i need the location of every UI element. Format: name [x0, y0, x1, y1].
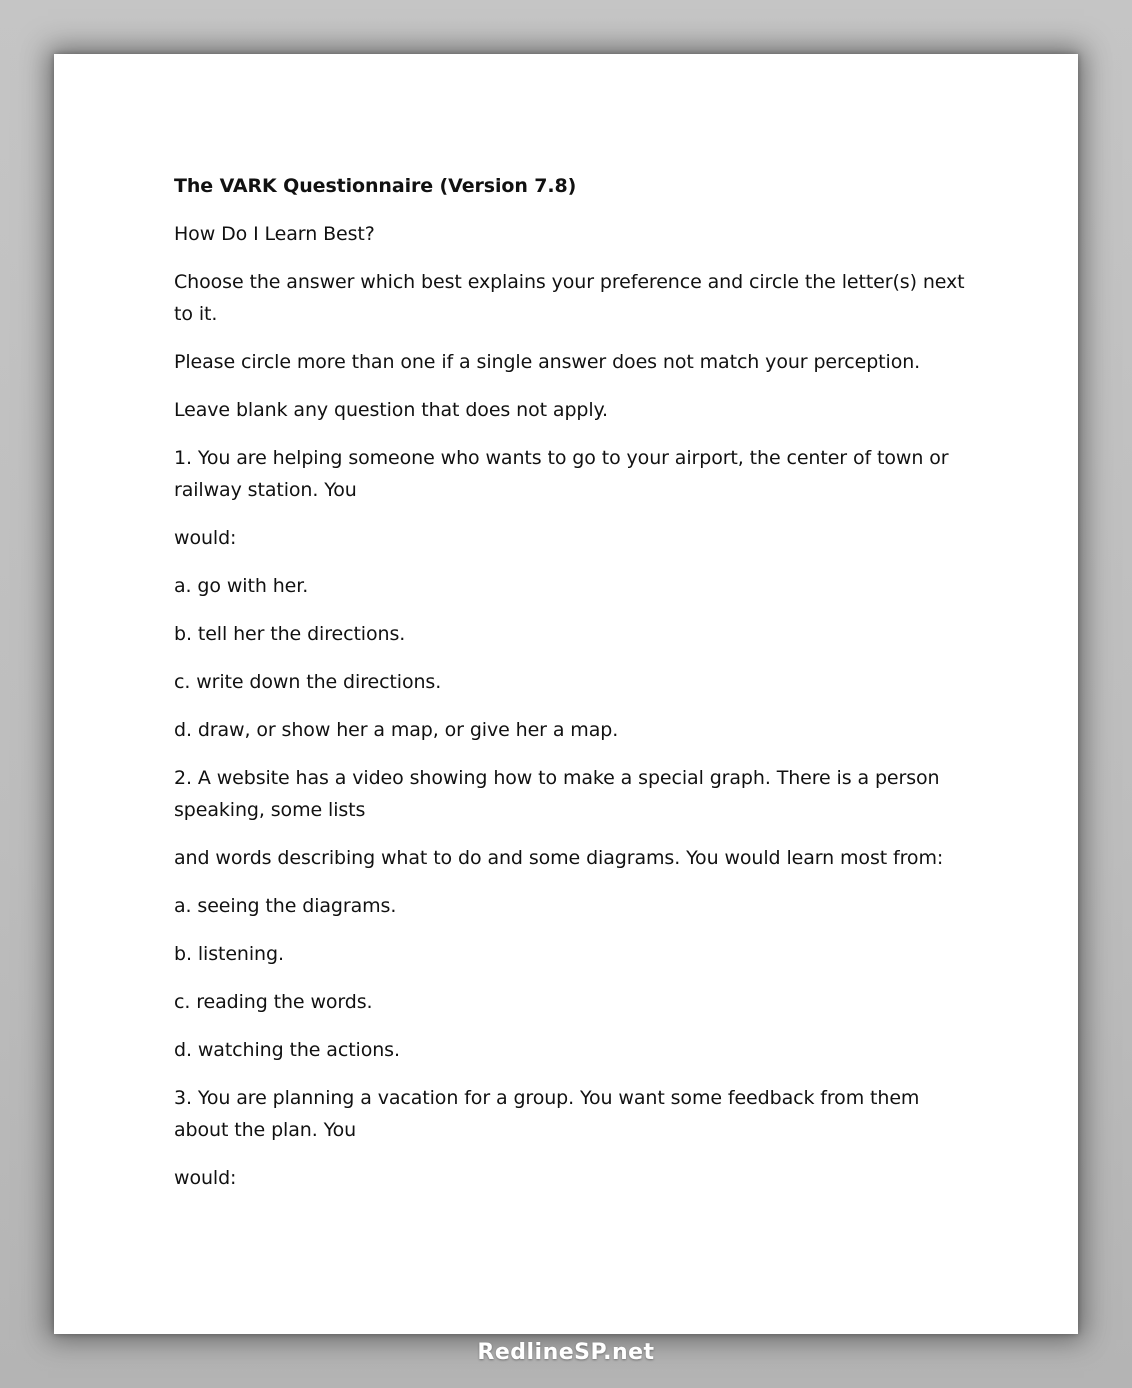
site-watermark: RedlineSP.net	[477, 1340, 655, 1365]
instruction-choose: Choose the answer which best explains your preference and circle the letter(s) next to it.	[174, 271, 965, 325]
question-3-continuation: would:	[174, 1167, 237, 1189]
question-2-option-a: a. seeing the diagrams.	[174, 895, 397, 917]
document-page	[54, 54, 1078, 1334]
question-2: 2. A website has a video showing how to make a special graph. There is a person speaking, some lists	[174, 767, 940, 821]
question-1-option-c: c. write down the directions.	[174, 671, 442, 693]
question-2-continuation: and words describing what to do and some diagrams. You would learn most from:	[174, 847, 944, 869]
instruction-circle-more: Please circle more than one if a single answer does not match your perception.	[174, 351, 921, 373]
question-2-option-b: b. listening.	[174, 943, 284, 965]
document-content	[174, 170, 974, 1210]
question-1-continuation: would:	[174, 527, 237, 549]
question-2-option-c: c. reading the words.	[174, 991, 373, 1013]
document-subtitle: How Do I Learn Best?	[174, 223, 375, 245]
question-1: 1. You are helping someone who wants to go to your airport, the center of town or railway station. You	[174, 447, 949, 501]
question-1-option-d: d. draw, or show her a map, or give her a map.	[174, 719, 619, 741]
instruction-leave-blank: Leave blank any question that does not apply.	[174, 399, 608, 421]
question-1-option-b: b. tell her the directions.	[174, 623, 406, 645]
document-title: The VARK Questionnaire (Version 7.8)	[174, 175, 577, 197]
question-1-option-a: a. go with her.	[174, 575, 309, 597]
question-3: 3. You are planning a vacation for a group. You want some feedback from them about the plan. You	[174, 1087, 920, 1141]
question-2-option-d: d. watching the actions.	[174, 1039, 400, 1061]
